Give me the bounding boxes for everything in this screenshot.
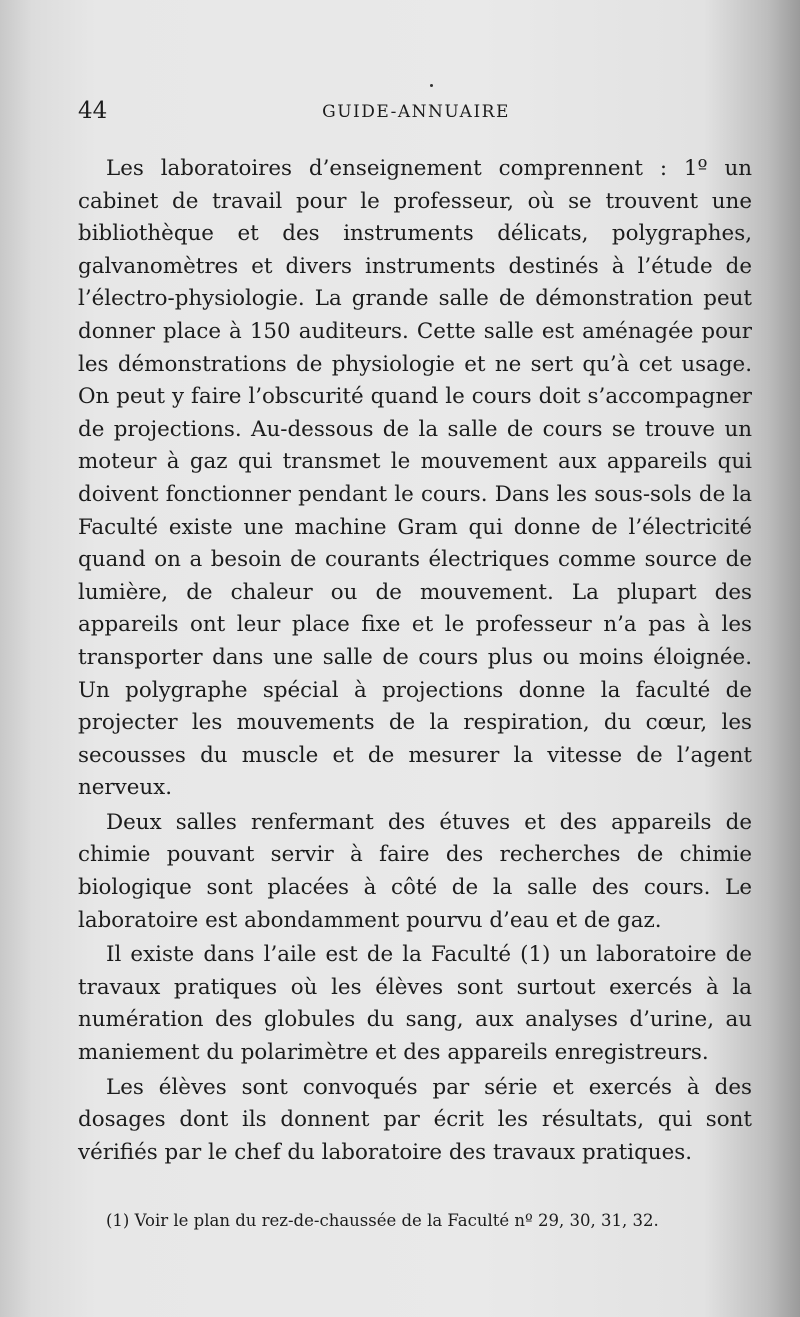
footnote: (1) Voir le plan du rez-de-chaussée de la Faculté nº 29, 30, 31, 32.: [106, 1211, 659, 1230]
page-number: 44: [78, 98, 108, 124]
page-header: [78, 98, 754, 128]
body-text: [78, 153, 752, 1171]
printer-mark: [430, 84, 433, 87]
paragraph-deux-salles: Deux salles renfermant des étuves et des appareils de chimie pouvant servir à faire des recherches de chimie biologique sont placées à côté de la salle des cours. Le laboratoire est abondamment pourvu d’eau et de gaz.: [78, 809, 752, 933]
paragraph-aile-est: Il existe dans l’aile est de la Faculté (1) un laboratoire de travaux pratiques où les élèves sont surtout exercés à la numération des globules du sang, aux analyses d’urine, au maniement du polarimètre et des appareils enregistreurs.: [78, 942, 752, 1066]
paragraph-eleves: Les élèves sont convoqués par série et exercés à des dosages dont ils donnent par écrit les résultats, qui sont vérifiés par le chef du laboratoire des travaux pratiques.: [78, 1074, 752, 1165]
paragraph-laboratoires: Les laboratoires d’enseignement comprennent : 1º un cabinet de travail pour le professeur, où se trouvent une bibliothèque et des instruments délicats, polygraphes, galvanomètres et divers instruments destinés à l’étude de l’électro-physiologie. La grande salle de démonstration peut donner place à 150 auditeurs. Cette salle est aménagée pour les démonstrations de physiologie et ne sert qu’à cet usage. On peut y faire l’obscurité quand le cours doit s’accompagner de projections. Au-dessous de la salle de cours se trouve un moteur à gaz qui transmet le mouvement aux appareils qui doivent fonctionner pendant le cours. Dans les sous-sols de la Faculté existe une machine Gram qui donne de l’électricité quand on a besoin de courants électriques comme source de lumière, de chaleur ou de mouvement. La plupart des appareils ont leur place fixe et le professeur n’a pas à les transporter dans une salle de cours plus ou moins éloignée. Un polygraphe spécial à projections donne la faculté de projecter les mouvements de la respiration, du cœur, les secousses du muscle et de mesurer la vitesse de l’agent nerveux.: [78, 156, 752, 801]
running-title: GUIDE-ANNUAIRE: [322, 102, 510, 122]
